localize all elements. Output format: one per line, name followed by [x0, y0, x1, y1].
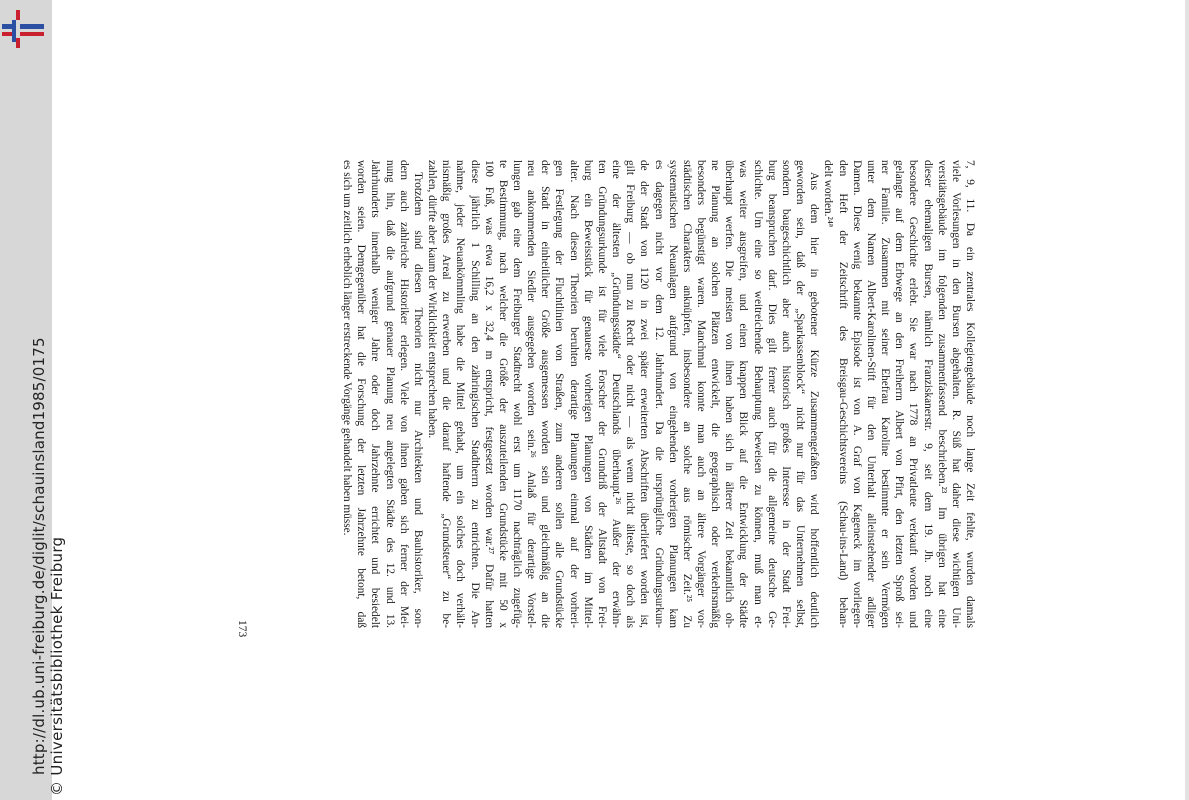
- text-line: es sich um zeitlich erheblich länger erstreckende Vorgänge gehandelt haben müsse.: [341, 160, 354, 536]
- text-line: dieser ehemaligen Bursen, nämlich Franziskanerstr. 9, seit dem 19. Jh. noch eine: [921, 160, 934, 628]
- text-line: diese jährlich 1 Schilling an den zähringischen Stadtherrn zu entrichten. Die An-: [468, 160, 481, 628]
- text-line: zahlen, dürfte aber kaum der Wirklichkeit entsprechen haben.: [426, 160, 439, 439]
- text-line: te Bestimmung, nach welcher die Größe der auszuteilenden Grundstücke mit 50 x: [496, 160, 509, 628]
- text-line: burg ein Beweisstück für genaueste vorherigen Planungen von Städten im Mittel-: [581, 160, 594, 628]
- text-line: delt worden.²⁴ª: [822, 160, 835, 227]
- text-line: besonders begünstigt waren. Manchmal konnte man auch an ältere Vorgänger vor-: [695, 160, 708, 628]
- text-line: ner Familie. Zusammen mit seiner Ehefrau Karoline bestimmte er sein Vermögen: [879, 160, 892, 628]
- text-line: besondere Geschichte erlebt. Sie war nach 1778 an Privatleute verkauft worden und: [907, 160, 920, 628]
- page-number: 173: [236, 620, 248, 638]
- text-line: was weiter ausgreifen, und einen knappen Blick auf die Entwicklung der Städte: [737, 160, 750, 628]
- text-line: unter dem Namen Albert-Karolinen-Stift für den Unterhalt alleinstehender adliger: [864, 160, 877, 628]
- copyright-notice: © Universitätsbibliothek Freiburg: [48, 536, 66, 796]
- text-line: viele Vorlesungen in den Bursen abgehalten. R. Süß hat daher diese wichtigen Uni-: [949, 160, 962, 628]
- text-line: versitätsgebäude im folgenden zusammenfassend beschrieben.²³ Im übrigen hat eine: [935, 160, 948, 628]
- text-line: den Heft der Zeitschrift des Breisgau-Geschichtsvereins (Schau-ins-Land) behan-: [836, 160, 849, 628]
- text-line: neu ankommenden Siedler ausgegeben worden sein.²⁶ Anlaß für derartige Vorstel-: [525, 160, 538, 628]
- viewer-side-strip: [0, 0, 66, 800]
- document-url[interactable]: http://dl.ub.uni-freiburg.de/diglit/schauinsland1985/0175: [30, 337, 48, 775]
- text-line: nung hin, daß die aufgrund genauer Planung neu angelegten Städte des 12. und 13.: [383, 160, 396, 628]
- scanned-page-text: [340, 160, 977, 628]
- text-line: Damen. Diese wenig bekannte Episode ist von A. Graf von Kageneck im vorliegen-: [850, 160, 863, 628]
- text-line: der Stadt in einheitlicher Größe ausgemessen worden sein und gleichmäßig an die: [539, 160, 552, 628]
- text-line: nahme, jeder Neuankömmling habe die Mittel gehabt, um ein solches doch verhält-: [454, 160, 467, 628]
- text-line: Jahrhunderts innerhalb weniger Jahre oder doch Jahrzehnte errichtet und besiedelt: [369, 160, 382, 628]
- text-line: ten Gründungsurkunde ist für viele Forscher der Grundriß der Altstadt von Frei-: [595, 160, 608, 628]
- text-line: burg beanspruchen darf. Dies gilt ferner auch für die allgemeine deutsche Ge-: [765, 160, 778, 628]
- text-line: alter. Nach diesen Theorien beruhten derartige Planungen einmal auf der vorheri-: [567, 160, 580, 628]
- text-line: nismäßig großes Areal zu erwerben und die darauf haftende „Grundsteuer“ zu be-: [440, 160, 453, 628]
- text-line: schichte. Um eine so weitreichende Behauptung beweisen zu können, muß man et-: [751, 160, 764, 628]
- text-line: Trotzdem sind diesen Theorien nicht nur Architekten und Bauhistoriker, son-: [411, 172, 424, 628]
- viewer-right-edge: [1185, 0, 1189, 800]
- text-line: gilt Freiburg — ob nun zu Recht oder nicht — als wenn nicht älteste, so doch als: [624, 160, 637, 628]
- text-line: Aus dem hier in gebotener Kürze Zusammengefaßten wird hoffentlich deutlich: [808, 172, 821, 628]
- text-line: worden seien. Demgegenüber hat die Forschung der letzten Jahrzehnte betont, daß: [355, 160, 368, 628]
- text-line: eine der ältesten „Gründungsstädte“ Deutschlands überhaupt.²⁶ Außer der erwähn-: [610, 160, 623, 628]
- text-line: geworden sein, daß der „Sparkassenblock“ nicht nur für das Unternehmen selbst,: [794, 160, 807, 628]
- text-line: 7, 9, 11. Da ein zentrales Kollegiengebäude noch lange Zeit fehlte, wurden damals: [964, 160, 976, 628]
- text-line: es dagegen nicht vor dem 12. Jahrhundert. Da die ursprüngliche Gründungsurkun-: [652, 160, 665, 628]
- text-line: lungen gab eine dem Freiburger Stadtrecht wohl erst um 1170 nachträglich zugefüg-: [511, 160, 523, 628]
- text-line: dern auch zahlreiche Historiker erlegen. Viele von ihnen gaben sich ferner der Mei-: [397, 160, 410, 628]
- text-line: sondern baugeschichtlich aber auch historisch großes Interesse in der Stadt Frei-: [779, 160, 792, 628]
- text-line: gelangte auf dem Erbwege an den Freiherrn Albert von Pfirt, den letzten Sproß sei-: [893, 160, 906, 628]
- text-line: gen Festlegung der Fluchtlinien von Straßen, zum anderen sollen alle Grundstücke: [553, 160, 566, 628]
- text-line: de der Stadt von 1120 in zwei später erweiterten Abschriften überliefert worden ist,: [638, 160, 651, 628]
- text-line: überhaupt werfen. Die meisten von ihnen haben sich in älterer Zeit bekanntlich oh-: [723, 160, 736, 628]
- text-line: 100 Fuß, was etwa 16,2 x 32,4 m entspricht, festgesetzt worden war.²⁷ Dafür hatten: [482, 160, 495, 628]
- paragraph: [821, 160, 977, 628]
- paragraph: [425, 160, 821, 628]
- paragraph: [340, 160, 425, 628]
- text-line: städtischen Charakters anknüpfen, insbesondere an solche aus römischer Zeit.²⁵ Zu: [680, 160, 693, 628]
- text-line: systematischen Neuanlagen aufgrund von eingehenden vorherigen Planungen kam: [666, 160, 679, 628]
- text-line: ne Planung an solchen Plätzen entwickelt, die geographisch oder verkehrsmäßig: [709, 160, 722, 628]
